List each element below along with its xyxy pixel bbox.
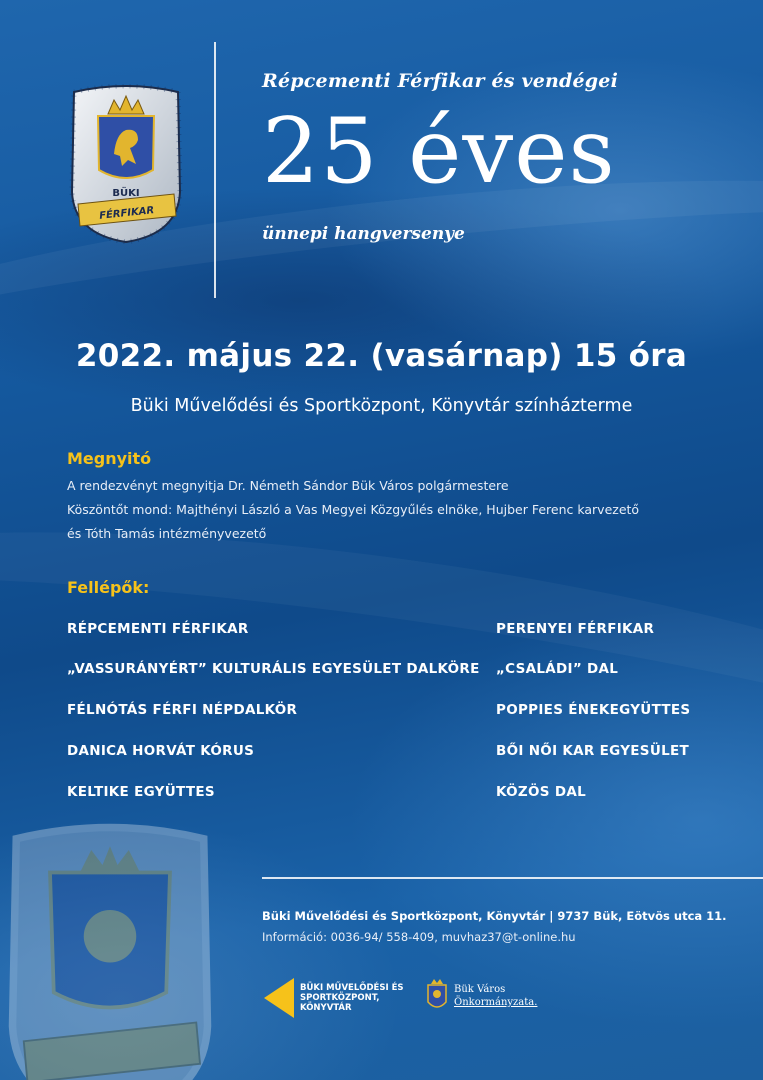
performer-item: PERENYEI FÉRFIKAR xyxy=(496,621,655,637)
logo2-line: Önkormányzata. xyxy=(454,997,538,1008)
bukvaros-logo xyxy=(425,978,537,1014)
header-divider xyxy=(214,42,216,298)
opening-title: Megnyitó xyxy=(67,449,152,468)
watermark-badge-icon xyxy=(0,820,230,1080)
badge-top-text: BÜKI xyxy=(112,188,140,199)
triangle-logo-icon xyxy=(262,976,296,1020)
city-crest-icon xyxy=(425,978,449,1014)
logo1-line: SPORTKÖZPONT, xyxy=(300,993,380,1003)
event-subtitle: Répcementi Férfikar és vendégei xyxy=(262,70,618,92)
performer-item: POPPIES ÉNEKEGYÜTTES xyxy=(496,702,691,718)
event-headline: 25 éves xyxy=(262,99,616,204)
badge-ribbon-text: FÉRFIKAR xyxy=(98,205,155,222)
performer-item: RÉPCEMENTI FÉRFIKAR xyxy=(67,621,249,637)
event-tagline: ünnepi hangversenye xyxy=(262,224,465,244)
footer-info: Információ: 0036-94/ 558-409, muvhaz37@t-online.hu xyxy=(262,930,576,944)
logo1-text xyxy=(300,983,404,1013)
performer-item: DANICA HORVÁT KÓRUS xyxy=(67,743,255,759)
logo2-line: Bük Város xyxy=(454,984,506,995)
performer-item: FÉLNÓTÁS FÉRFI NÉPDALKÖR xyxy=(67,702,298,718)
event-date: 2022. május 22. (vasárnap) 15 óra xyxy=(75,338,688,374)
performer-item: BŐI NŐI KAR EGYESÜLET xyxy=(496,743,690,759)
opening-line: A rendezvényt megnyitja Dr. Németh Sándor Bük Város polgármestere xyxy=(67,478,509,493)
performers-title: Fellépők: xyxy=(67,578,150,597)
sportkozpont-logo xyxy=(262,976,404,1020)
event-venue: Büki Művelődési és Sportközpont, Könyvtár színházterme xyxy=(130,396,633,416)
footer-address: Büki Művelődési és Sportközpont, Könyvtár | 9737 Bük, Eötvös utca 11. xyxy=(262,909,727,923)
performer-item: KÖZÖS DAL xyxy=(496,784,586,800)
opening-line: és Tóth Tamás intézményvezető xyxy=(67,526,267,541)
performer-item: KELTIKE EGYÜTTES xyxy=(67,784,215,800)
footer-divider xyxy=(262,877,763,879)
opening-line: Köszöntőt mond: Majthényi László a Vas Megyei Közgyűlés elnöke, Hujber Ferenc karvezető xyxy=(67,502,640,517)
performer-item: „VASSURÁNYÉRT” KULTURÁLIS EGYESÜLET DALKÖRE xyxy=(67,661,480,677)
logo1-line: BÜKI MŰVELŐDÉSI ÉS xyxy=(300,983,404,993)
logo2-text xyxy=(454,983,537,1009)
performer-item: „CSALÁDI” DAL xyxy=(496,661,619,677)
logo1-line: KÖNYVTÁR xyxy=(300,1003,352,1013)
fefikar-badge-icon xyxy=(66,84,186,244)
